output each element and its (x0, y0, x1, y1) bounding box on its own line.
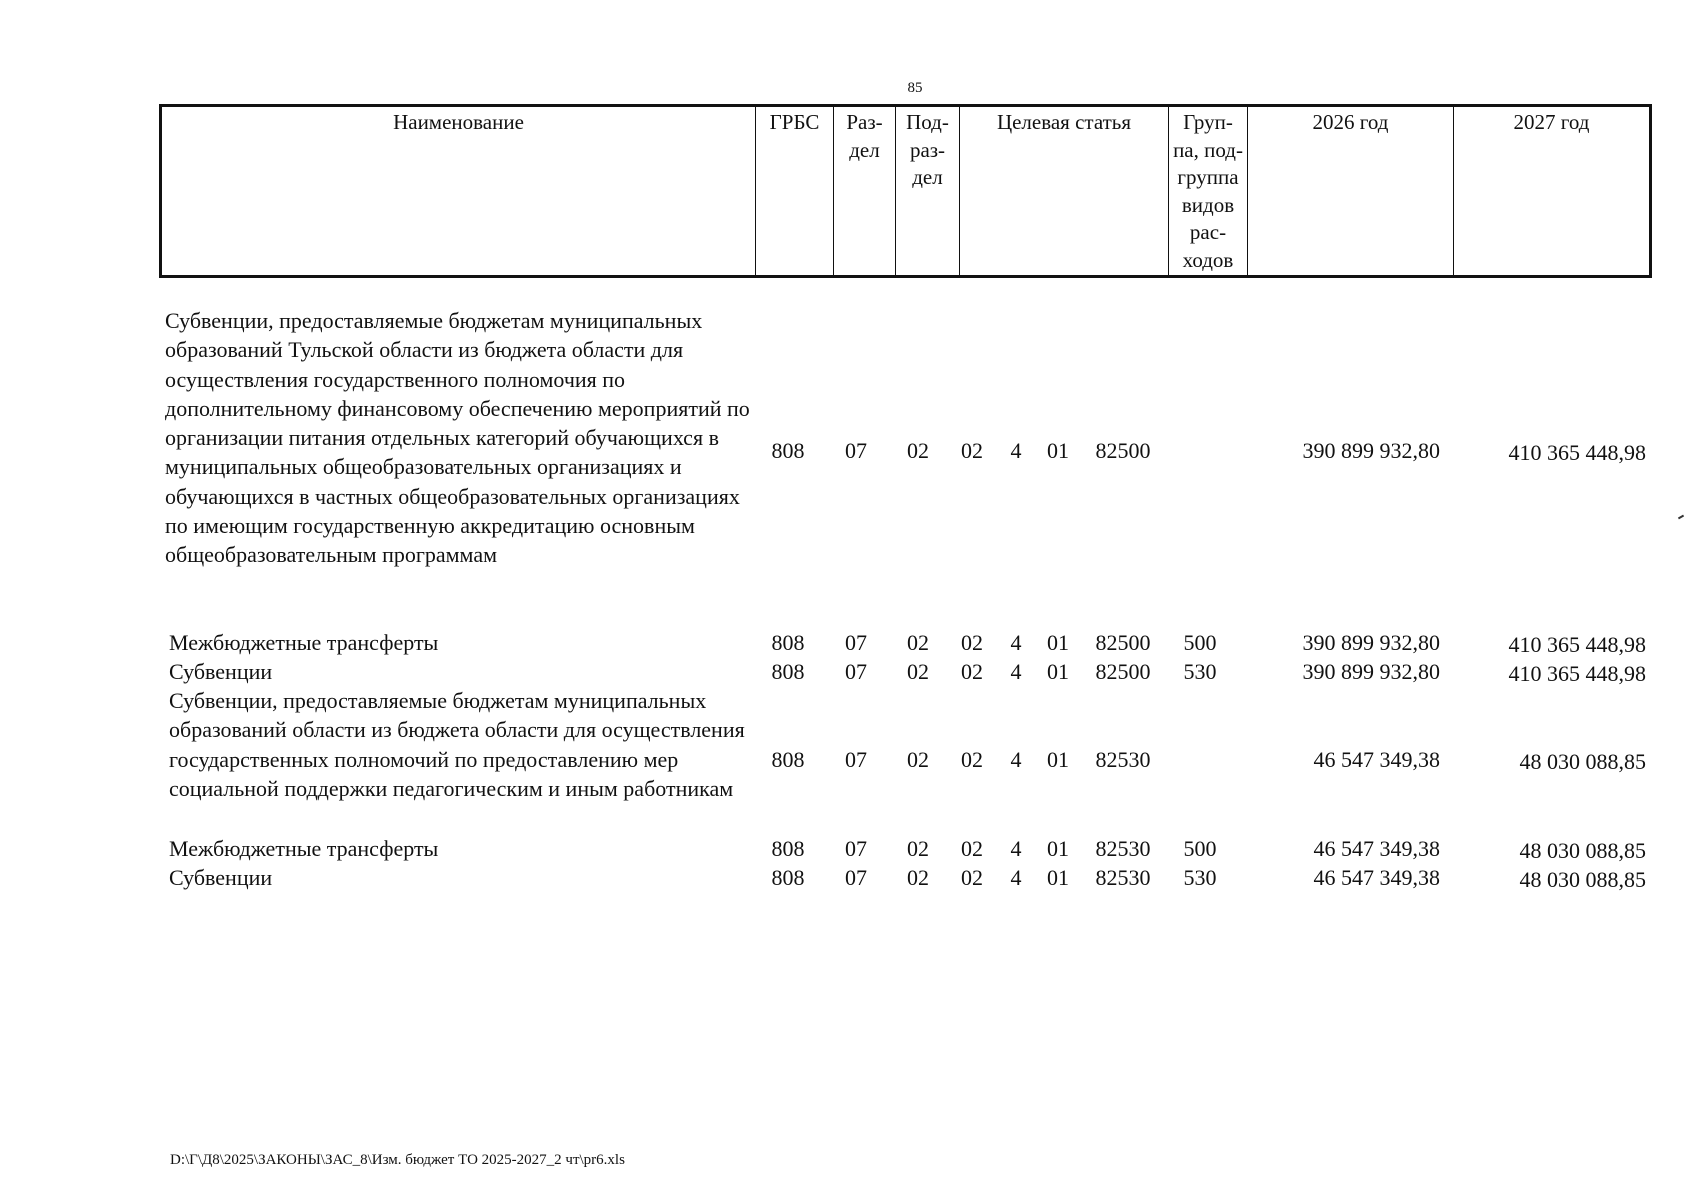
cell-grbs: 808 (771, 438, 805, 463)
table-row (0, 686, 1696, 834)
cell-2027: 410 365 448,98 (1508, 661, 1646, 686)
file-path-footer: D:\Г\Д8\2025\ЗАКОНЫ\ЗАС_8\Изм. бюджет ТО 2025-2027_2 чт\pr6.xls (170, 1152, 625, 1168)
cell-2026: 46 547 349,38 (1313, 747, 1440, 772)
cell-2027: 48 030 088,85 (1519, 838, 1646, 863)
cell-razdel: 07 (845, 438, 867, 463)
cell-grbs: 808 (771, 865, 805, 890)
cell-podrazdel: 02 (907, 630, 929, 655)
cell-2027: 48 030 088,85 (1519, 867, 1646, 892)
cell-2026: 390 899 932,80 (1302, 659, 1440, 684)
cell-target-1: 02 (961, 865, 983, 890)
cell-target-4: 82530 (1095, 836, 1151, 861)
row-name: Субвенции (169, 659, 273, 684)
table-row (0, 834, 1696, 864)
header-group: Груп- па, под- группа видов рас- ходов (1169, 107, 1248, 275)
cell-2027: 48 030 088,85 (1519, 749, 1646, 774)
cell-group: 530 (1183, 659, 1217, 684)
header-2026: 2026 год (1248, 107, 1454, 275)
cell-target-1: 02 (961, 747, 983, 772)
table-header (159, 104, 1652, 278)
cell-2027: 410 365 448,98 (1508, 440, 1646, 465)
header-target-article: Целевая статья (960, 107, 1169, 275)
cell-2026: 46 547 349,38 (1313, 865, 1440, 890)
row-name: Субвенции (169, 865, 273, 890)
cell-group: 530 (1183, 865, 1217, 890)
cell-target-4: 82530 (1095, 747, 1151, 772)
cell-target-4: 82500 (1095, 438, 1151, 463)
cell-target-2: 4 (1010, 865, 1022, 890)
cell-target-3: 01 (1047, 747, 1069, 772)
cell-target-4: 82500 (1095, 659, 1151, 684)
cell-podrazdel: 02 (907, 659, 929, 684)
cell-2026: 390 899 932,80 (1302, 630, 1440, 655)
cell-podrazdel: 02 (907, 747, 929, 772)
cell-2026: 390 899 932,80 (1302, 438, 1440, 463)
page-number: 85 (907, 80, 923, 96)
cell-target-3: 01 (1047, 865, 1069, 890)
cell-razdel: 07 (845, 659, 867, 684)
cell-target-3: 01 (1047, 659, 1069, 684)
cell-podrazdel: 02 (907, 438, 929, 463)
table-row (0, 863, 1696, 893)
cell-grbs: 808 (771, 747, 805, 772)
cell-razdel: 07 (845, 747, 867, 772)
cell-target-3: 01 (1047, 630, 1069, 655)
cell-target-2: 4 (1010, 438, 1022, 463)
cell-target-1: 02 (961, 836, 983, 861)
table-row (0, 306, 1696, 601)
cell-razdel: 07 (845, 836, 867, 861)
cell-group: 500 (1183, 630, 1217, 655)
cell-grbs: 808 (771, 630, 805, 655)
header-grbs: ГРБС (756, 107, 834, 275)
cell-target-2: 4 (1010, 630, 1022, 655)
cell-razdel: 07 (845, 630, 867, 655)
cell-target-1: 02 (961, 659, 983, 684)
cell-target-3: 01 (1047, 836, 1069, 861)
row-name: Субвенции, предоставляемые бюджетам муниципальных образований Тульской области из бюджета области для осуществления государственного полномочия по дополнительному финансовому обеспечению мероприятий по организации питания отдельных категорий обучающихся в муниципальных общеобразовательных организациях и обучающихся в частных общеобразовательных организациях по имеющим государственную аккредитацию основным общеобразовательным программам (165, 308, 750, 568)
cell-target-2: 4 (1010, 659, 1022, 684)
table-row (0, 628, 1696, 658)
cell-2026: 46 547 349,38 (1313, 836, 1440, 861)
header-name: Наименование (162, 107, 756, 275)
cell-target-2: 4 (1010, 836, 1022, 861)
cell-2027: 410 365 448,98 (1508, 632, 1646, 657)
cell-target-2: 4 (1010, 747, 1022, 772)
cell-target-1: 02 (961, 630, 983, 655)
cell-target-4: 82530 (1095, 865, 1151, 890)
cell-target-3: 01 (1047, 438, 1069, 463)
row-name: Межбюджетные трансферты (169, 630, 439, 655)
row-name: Межбюджетные трансферты (169, 836, 439, 861)
header-2027: 2027 год (1513, 110, 1590, 134)
cell-podrazdel: 02 (907, 865, 929, 890)
header-razdel: Раз- дел (834, 107, 896, 275)
header-podrazdel: Под- раз- дел (896, 107, 960, 275)
cell-grbs: 808 (771, 659, 805, 684)
cell-group: 500 (1183, 836, 1217, 861)
row-name: Субвенции, предоставляемые бюджетам муниципальных образований области из бюджета области для осуществления государственных полномочий по предоставлению мер социальной поддержки педагогическим и иным работникам (169, 688, 745, 801)
cell-podrazdel: 02 (907, 836, 929, 861)
table-row (0, 657, 1696, 687)
cell-target-1: 02 (961, 438, 983, 463)
cell-grbs: 808 (771, 836, 805, 861)
cell-target-4: 82500 (1095, 630, 1151, 655)
cell-razdel: 07 (845, 865, 867, 890)
